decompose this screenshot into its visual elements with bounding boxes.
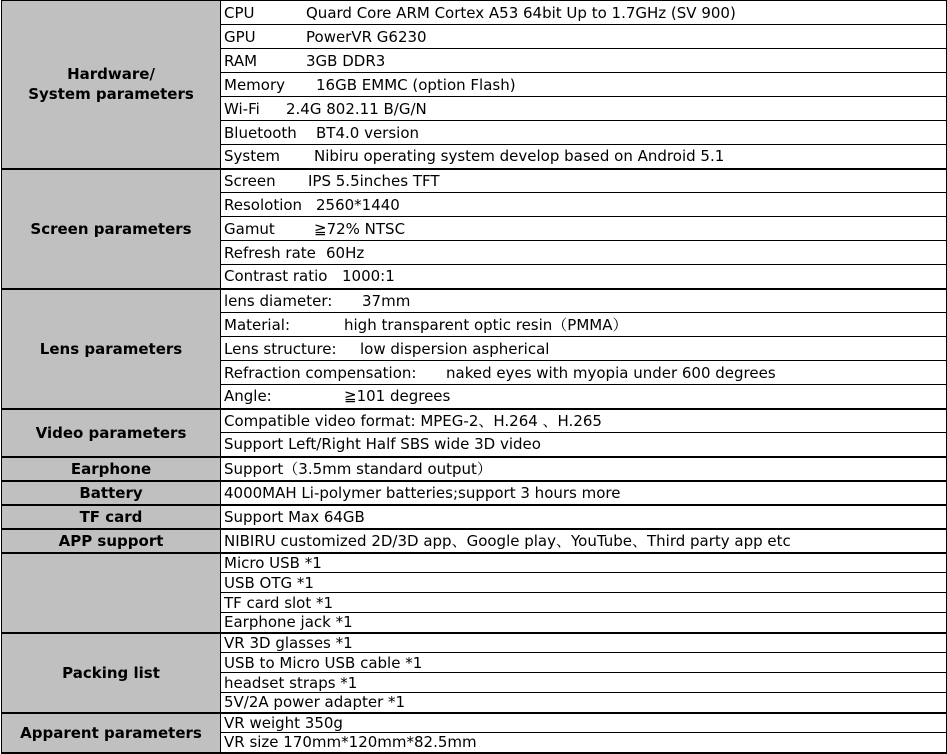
category-packing-list: Packing list bbox=[2, 633, 221, 713]
spec-refresh-rate bbox=[221, 241, 947, 265]
spec-value: 60Hz bbox=[326, 243, 365, 262]
spec-label: Refresh rate bbox=[224, 243, 316, 262]
spec-video-3d: Support Left/Right Half SBS wide 3D video bbox=[221, 433, 947, 457]
spec-value: 1000:1 bbox=[342, 267, 395, 286]
category-apparent: Apparent parameters bbox=[2, 713, 221, 753]
spec-lens-structure bbox=[221, 337, 947, 361]
spec-value: 2560*1440 bbox=[316, 195, 400, 214]
spec-value: IPS 5.5inches TFT bbox=[308, 171, 440, 190]
category-screen: Screen parameters bbox=[2, 169, 221, 289]
spec-value: low dispersion aspherical bbox=[360, 339, 550, 358]
spec-label: Material: bbox=[224, 316, 290, 334]
spec-label: Bluetooth bbox=[224, 123, 297, 142]
spec-wifi bbox=[221, 97, 947, 121]
spec-packing-item: 5V/2A power adapter *1 bbox=[221, 693, 947, 713]
spec-packing-item: USB to Micro USB cable *1 bbox=[221, 653, 947, 673]
spec-value: 37mm bbox=[362, 291, 411, 310]
spec-earphone: Support（3.5mm standard output） bbox=[221, 457, 947, 481]
spec-port: USB OTG *1 bbox=[221, 573, 947, 593]
category-lens: Lens parameters bbox=[2, 289, 221, 409]
category-hardware-line2: System parameters bbox=[28, 85, 194, 104]
spec-label: Refraction compensation: bbox=[224, 363, 417, 382]
spec-app-support: NIBIRU customized 2D/3D app、Google play、YouTube、Third party app etc bbox=[221, 529, 947, 553]
spec-contrast-ratio bbox=[221, 265, 947, 289]
spec-packing-item: headset straps *1 bbox=[221, 673, 947, 693]
spec-value: PowerVR G6230 bbox=[306, 27, 427, 46]
spec-value: Nibiru operating system develop based on Android 5.1 bbox=[314, 147, 725, 166]
spec-value: 2.4G 802.11 B/G/N bbox=[286, 99, 427, 118]
spec-label: Lens structure: bbox=[224, 339, 337, 358]
spec-value: 16GB EMMC (option Flash) bbox=[316, 75, 516, 94]
spec-port: Micro USB *1 bbox=[221, 553, 947, 573]
spec-label: Resolotion bbox=[224, 195, 303, 214]
category-tf-card: TF card bbox=[2, 505, 221, 529]
spec-tf-card: Support Max 64GB bbox=[221, 505, 947, 529]
spec-table bbox=[1, 0, 947, 754]
spec-label: GPU bbox=[224, 27, 256, 46]
spec-value: naked eyes with myopia under 600 degrees bbox=[446, 363, 776, 382]
spec-refraction bbox=[221, 361, 947, 385]
spec-value: Quard Core ARM Cortex A53 64bit Up to 1.7GHz (SV 900) bbox=[306, 3, 736, 22]
spec-angle bbox=[221, 385, 947, 409]
spec-label: System bbox=[224, 147, 280, 166]
category-hardware bbox=[2, 1, 221, 169]
spec-label: Contrast ratio bbox=[224, 267, 328, 286]
spec-packing-item: VR 3D glasses *1 bbox=[221, 633, 947, 653]
spec-material bbox=[221, 313, 947, 337]
category-ports bbox=[2, 553, 221, 633]
spec-label: Gamut bbox=[224, 219, 275, 238]
category-battery: Battery bbox=[2, 481, 221, 505]
spec-cpu bbox=[221, 1, 947, 25]
spec-value: 3GB DDR3 bbox=[306, 51, 386, 70]
spec-label: lens diameter: bbox=[224, 291, 333, 310]
spec-resolution bbox=[221, 193, 947, 217]
spec-bluetooth bbox=[221, 121, 947, 145]
spec-value: ≧72% NTSC bbox=[314, 219, 406, 238]
spec-video-format: Compatible video format: MPEG-2、H.264 、H.265 bbox=[221, 409, 947, 433]
spec-size: VR size 170mm*120mm*82.5mm bbox=[221, 733, 947, 753]
spec-weight: VR weight 350g bbox=[221, 713, 947, 733]
spec-screen bbox=[221, 169, 947, 193]
spec-label: Wi-Fi bbox=[224, 99, 260, 118]
spec-system bbox=[221, 145, 947, 169]
category-video: Video parameters bbox=[2, 409, 221, 457]
spec-label: CPU bbox=[224, 3, 255, 22]
spec-label: Angle: bbox=[224, 387, 272, 406]
spec-ram bbox=[221, 49, 947, 73]
spec-value: BT4.0 version bbox=[316, 123, 420, 142]
spec-battery: 4000MAH Li-polymer batteries;support 3 hours more bbox=[221, 481, 947, 505]
category-earphone: Earphone bbox=[2, 457, 221, 481]
spec-port: TF card slot *1 bbox=[221, 593, 947, 613]
spec-label: Screen bbox=[224, 171, 276, 190]
spec-label: Memory bbox=[224, 75, 286, 94]
spec-label: RAM bbox=[224, 51, 258, 70]
spec-value: ≧101 degrees bbox=[344, 387, 451, 406]
spec-value: high transparent optic resin（PMMA） bbox=[344, 316, 628, 334]
category-hardware-line1: Hardware/ bbox=[67, 65, 155, 84]
spec-gpu bbox=[221, 25, 947, 49]
spec-gamut bbox=[221, 217, 947, 241]
spec-port: Earphone jack *1 bbox=[221, 613, 947, 633]
spec-lens-diameter bbox=[221, 289, 947, 313]
category-app-support: APP support bbox=[2, 529, 221, 553]
spec-memory bbox=[221, 73, 947, 97]
